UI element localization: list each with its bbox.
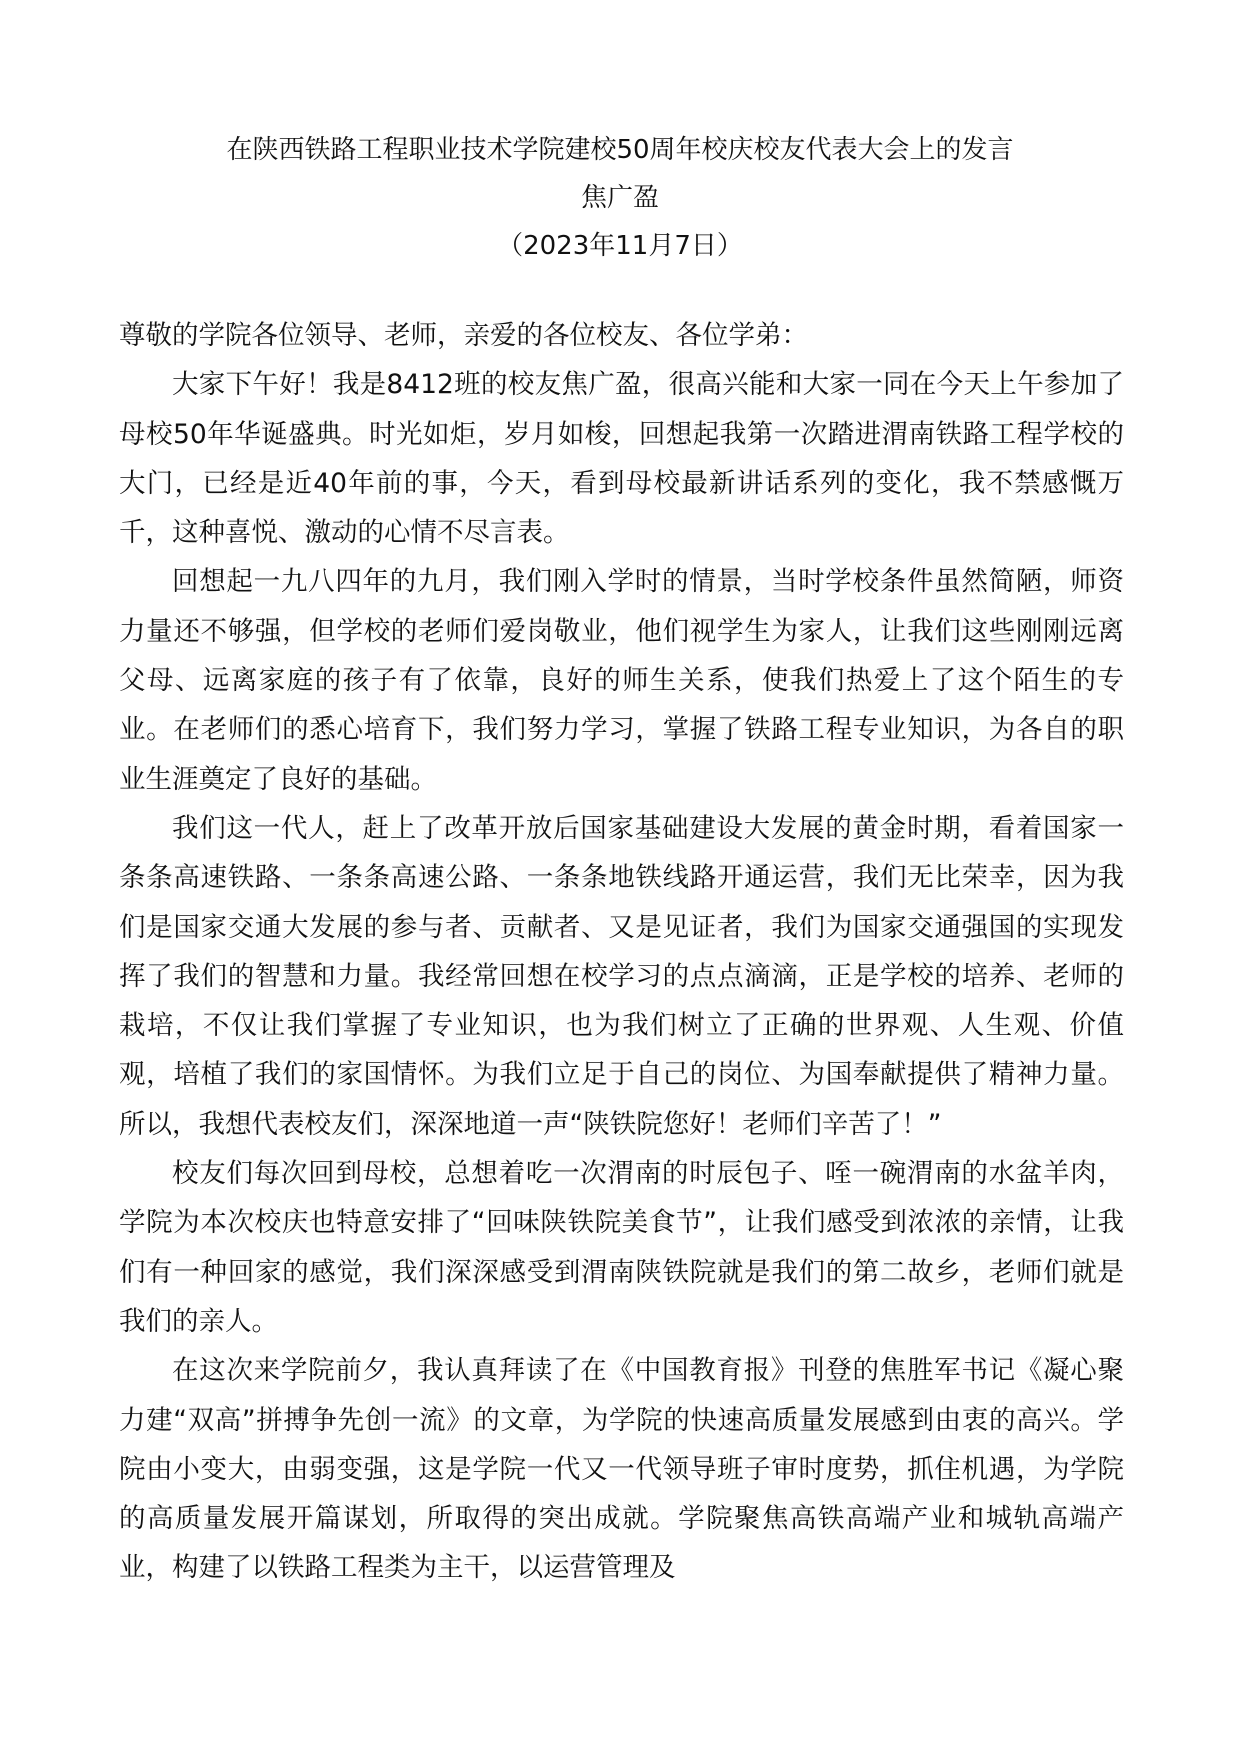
paragraph: 大家下午好！我是8412班的校友焦广盈，很高兴能和大家一同在今天上午参加了母校50年华诞盛典。时光如炬，岁月如梭，回想起我第一次踏进渭南铁路工程学校的大门，已经是近40年前的事，今天，看到母校最新讲话系列的变化，我不禁感慨万千，这种喜悦、激动的心情不尽言表。: [119, 369, 1124, 549]
paragraph: 在这次来学院前夕，我认真拜读了在《中国教育报》刊登的焦胜军书记《凝心聚力建“双高”拼搏争先创一流》的文章，为学院的快速高质量发展感到由衷的高兴。学院由小变大，由弱变强，这是学院一代又一代领导班子审时度势，抓住机遇，为学院的高质量发展开篇谋划，所取得的突出成就。学院聚焦高铁高端产业和城轨高端产业，构建了以铁路工程类为主干，以运营管理及: [119, 1355, 1124, 1584]
document-title: 在陕西铁路工程职业技术学院建校50周年校庆校友代表大会上的发言: [226, 135, 1014, 165]
document-date: （2023年11月7日）: [497, 231, 743, 261]
paragraph: 校友们每次回到母校，总想着吃一次渭南的时辰包子、咥一碗渭南的水盆羊肉，学院为本次校庆也特意安排了“回味陕铁院美食节”，让我们感受到浓浓的亲情，让我们有一种回家的感觉，我们深深感受到渭南陕铁院就是我们的第二故乡，老师们就是我们的亲人。: [119, 1158, 1124, 1337]
salutation: 尊敬的学院各位领导、老师，亲爱的各位校友、各位学弟：: [119, 320, 808, 351]
paragraph: 回想起一九八四年的九月，我们刚入学时的情景，当时学校条件虽然简陋，师资力量还不够强，但学校的老师们爱岗敬业，他们视学生为家人，让我们这些刚刚远离父母、远离家庭的孩子有了依靠，良好的师生关系，使我们热爱上了这个陌生的专业。在老师们的悉心培育下，我们努力学习，掌握了铁路工程专业知识，为各自的职业生涯奠定了良好的基础。: [119, 566, 1124, 795]
heading-block: [120, 126, 1120, 270]
author-name: 焦广盈: [580, 183, 659, 213]
speech-body: [119, 311, 1124, 1593]
paragraph: 我们这一代人，赶上了改革开放后国家基础建设大发展的黄金时期，看着国家一条条高速铁路、一条条高速公路、一条条地铁线路开通运营，我们无比荣幸，因为我们是国家交通大发展的参与者、贡献者、又是见证者，我们为国家交通强国的实现发挥了我们的智慧和力量。我经常回想在校学习的点点滴滴，正是学校的培养、老师的栽培，不仅让我们掌握了专业知识，也为我们树立了正确的世界观、人生观、价值观，培植了我们的家国情怀。为我们立足于自己的岗位、为国奉献提供了精神力量。所以，我想代表校友们，深深地道一声“陕铁院您好！老师们辛苦了！”: [119, 812, 1124, 1140]
